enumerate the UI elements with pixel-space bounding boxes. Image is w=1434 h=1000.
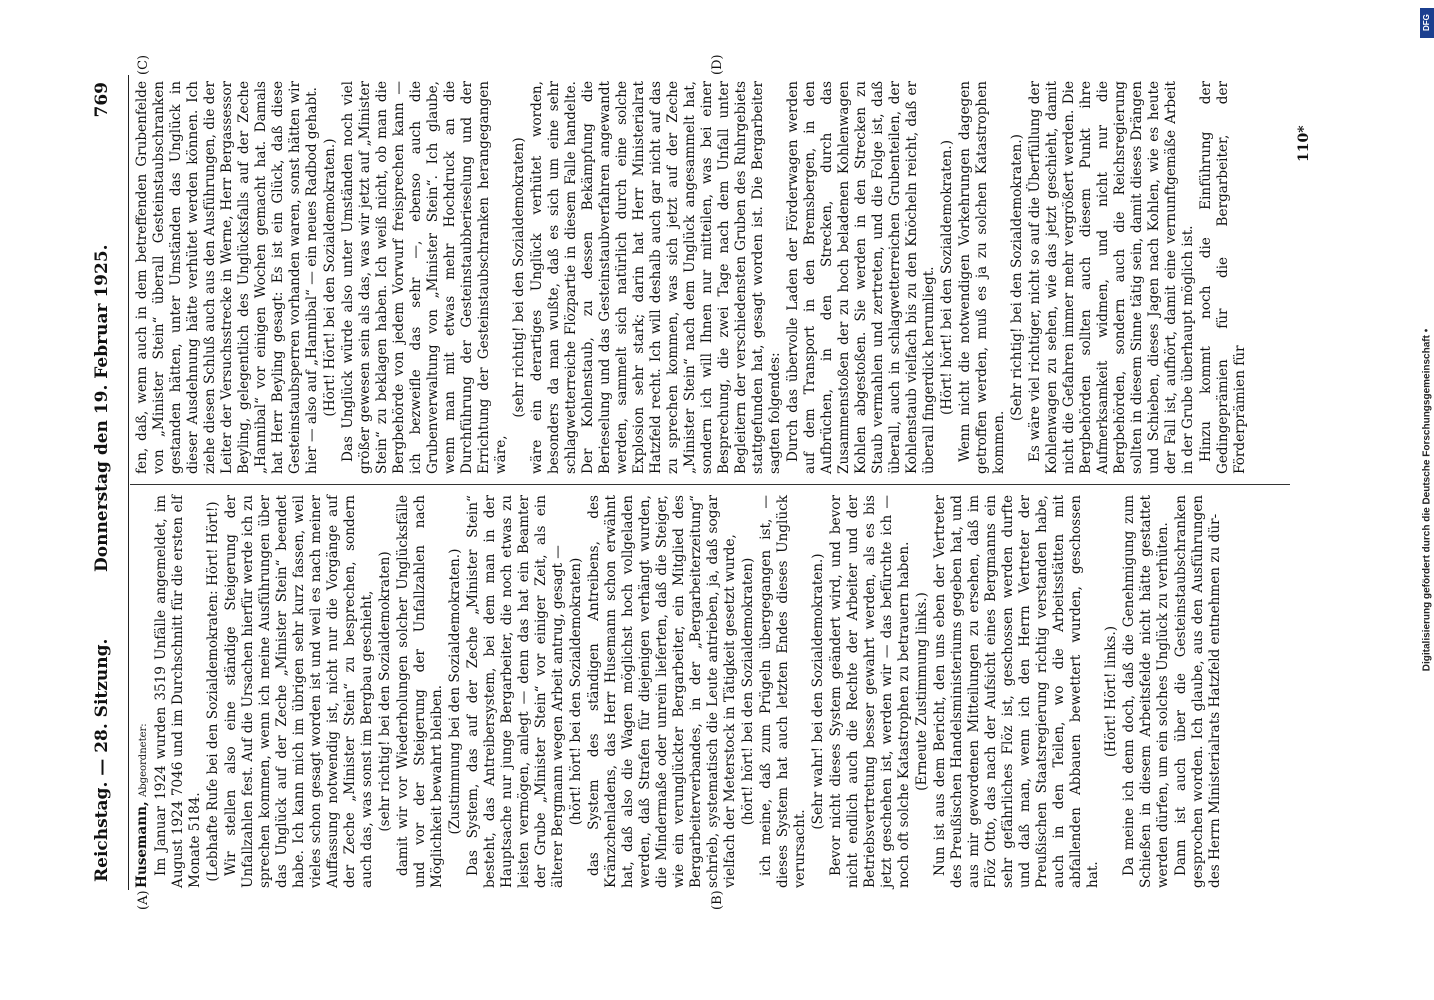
speaker-role: Abgeordneter: — [138, 723, 149, 797]
paragraph: Wenn nicht die notwendigen Vorkehrungen dagegen getroffen werden, muß es ja zu solchen Katastrophen kommen. — [957, 81, 1007, 474]
right-column — [134, 81, 1250, 474]
paragraph: wäre ein derartiges Unglück verhütet worden, besonders da man wußte, daß es sich um eine sehr schlagwetterreiche Flözpartie in diesem Falle handelte. Der Kohlenstaub, zu dessen Bekämpfung die Berieselung und das Gesteinstaubverfahren angewandt werden, sammelt sich natürlich durch eine solche Explosion sehr stark; darin hat Herr Ministerialrat Hatzfeld recht. Ich will deshalb auch gar nicht auf das zu sprechen kommen, was sich jetzt auf der Zeche „Minister Stein“ nach dem Unglück angesammelt hat, sondern ich will Ihnen nur mitteilen, was bei einer Besprechung, die zwei Tage nach dem Unfall unter Begleitern der verschiedensten Gruben des Ruhrgebiets stattgefunden hat, gesagt worden ist. Die Bergarbeiter sagten folgendes: — [529, 81, 783, 474]
header-date: Donnerstag den 19. Februar 1925. — [92, 244, 112, 572]
paragraph: Durch das übervolle Laden der Förderwagen werden auf dem Transport in den Bremsbergen, in den Aufbrüchen, in den Strecken, durch das Zusammenstoßen der zu hoch beladenen Kohlenwagen Kohlen abgestoßen. Sie werden in den Strecken zu Staub vermahlen und zertreten, und die Folge ist, daß überall, auch in schlagwetterreichen Grubenteilen, der Kohlenstaub vielfach bis zu den Knöcheln reicht, daß er überall fingerdick herumliegt. — [785, 81, 937, 474]
interjection: (Sehr richtig! bei den Sozialdemokraten.) — [1009, 134, 1025, 421]
paragraph: Das Unglück würde also unter Umständen noch viel größer gewesen sein als das, was wir jetzt auf „Minister Stein“ zu beklagen haben. Ich weiß nicht, ob man die Bergbehörde von jedem Vorwurf freisprechen kann — ich bezweifle das sehr —, ebenso auch die Grubenverwaltung von „Minister Stein“. Ich glaube, wenn man mit etwas mehr Hochdruck an die Durchführung der Gesteinstaubberieselung und der Errichtung der Gesteinstaubschranken herangegangen wäre, — [340, 81, 509, 474]
interjection: (Lebhafte Rufe bei den Sozialdemokraten: Hört! Hört!) — [205, 501, 221, 882]
paragraph: Hinzu kommt noch die Einführung der Gedingeprämien für die Bergarbeiter, der Förderprämien für — [1198, 81, 1248, 474]
interjection: (hört! hört! bei den Sozialdemokraten) — [740, 557, 756, 826]
interjection: (Hört! Hört! bei den Sozialdemokraten.) — [322, 138, 338, 417]
paragraph: Wir stellen also eine ständige Steigerung der Unfallzahlen fest. Auf die Ursachen hierfür werde ich zu sprechen kommen, wenn ich meine Ausführungen über das Unglück auf der Zeche „Minister Stein“ beendet habe. Ich kann mich im übrigen sehr kurz fassen, weil vieles schon gesagt worden ist und weil es nach meiner Auffassung notwendig ist, nicht nur die Vorgänge auf der Zeche „Minister Stein“ zu besprechen, sondern auch das, was sonst im Bergbau geschieht, — [223, 495, 375, 888]
sidebar-credit — [1418, 8, 1434, 992]
paragraph: Das System, das auf der Zeche „Minister Stein“ besteht, das Antreibersystem, bei dem man in der Hauptsache nur junge Bergarbeiter, die noch etwas zu leisten vermögen, anlegt — denn das hat ein Beamter der Grube „Minister Stein“ vor einiger Zeit, als ein älterer Bergmann wegen Arbeit antrug, gesagt — — [465, 495, 566, 888]
interjection: (Sehr wahr! bei den Sozialdemokraten.) — [810, 553, 826, 830]
running-header — [92, 82, 126, 882]
paragraph: das System des ständigen Antreibens, des Kränzchenladens, das Herr Husemann schon erwähnt hat, daß also die Wagen möglichst hoch vollgeladen werden, daß Strafen für diejenigen verhängt wurden, die Mindermaße oder unrein lieferten, daß die Steiger, wie ein verunglückter Bergarbeiter, ein Mitglied des Bergarbeiterverbandes, in der „Bergarbeiterzeitung“ schrieb, systematisch die Leute antrieben, ja, daß sogar vielfach der Meterstock in Tätigkeit gesetzt wurde, — [586, 495, 738, 888]
interjection: (hört! hört! bei den Sozialdemokraten) — [568, 557, 584, 826]
header-rule — [128, 75, 129, 890]
page-number: 769 — [92, 82, 112, 118]
paragraph: ich meine, daß zum Prügeln übergegangen ist, — dieses System hat auch letzten Endes dieses Unglück verursacht. — [758, 495, 808, 888]
interjection: (Erneute Zustimmung links.) — [914, 592, 930, 791]
funding-credit: Digitalisierung gefördert durch die Deutsche Forschungsgemeinschaft • — [1421, 328, 1433, 672]
paragraph: Im Januar 1924 wurden 3519 Unfälle angemeldet, im August 1924 7046 und im Durchschnitt für die ersten elf Monate 5184. — [153, 495, 203, 888]
speaker-name: Husemann, — [134, 801, 150, 888]
interjection: (Zustimmung bei den Sozialdemokraten.) — [447, 548, 463, 835]
paragraph: Es wäre viel richtiger, nicht so auf die Überfüllung der Kohlenwagen zu sehen, wie das jetzt geschieht, damit nicht die Gefahren immer mehr vergrößert werden. Die Bergbehörden sollten auch diesem Punkt ihre Aufmerksamkeit widmen, und nicht nur die Bergbehörden, sondern auch die Reichsregierung sollten in diesem Sinne tätig sein, damit dieses Drängen und Schieben, dieses Jagen nach Kohlen, wie es heute der Fall ist, aufhört, damit eine vernunftgemäße Arbeit in der Grube überhaupt möglich ist. — [1027, 81, 1196, 474]
paragraph: Dann ist auch über die Gesteinstaubschranken gesprochen worden. Ich glaube, aus den Ausführungen des Herrn Ministerialrats Hatzfeld entnehmen zu dür- — [1173, 495, 1223, 888]
speaker-line — [134, 495, 152, 888]
interjection: (Hört! hört! bei den Sozialdemokraten.) — [939, 140, 955, 416]
paragraph: damit wir vor Wiederholungen solcher Unglücksfälle und vor der Steigerung der Unfallzahlen nach Möglichkeit bewahrt bleiben. — [395, 495, 445, 888]
margin-marker-d: (D) — [710, 54, 725, 75]
margin-marker-b: (B) — [710, 890, 725, 910]
dfg-logo-icon: DFG — [1420, 8, 1434, 38]
paragraph: fen, daß, wenn auch in dem betreffenden Grubenfelde von „Minister Stein“ überall Gesteinstaubschranken gestanden hätten, unter Umständen das Unglück in dieser Ausdehnung hätte verhütet werden können. Ich ziehe diesen Schluß auch aus den Ausführungen, die der Leiter der Versuchsstrecke in Werne, Herr Bergassessor Beyling, gelegentlich des Unglücksfalls auf der Zeche „Hannibal“ vor einigen Wochen gemacht hat. Damals hat Herr Beyling gesagt: Es ist ein Glück, daß diese Gesteinstaubsperren vorhanden waren, sonst hätten wir hier — also auf „Hannibal“ — ein neues Radbod gehabt. — [134, 81, 320, 474]
left-column — [134, 495, 1225, 888]
column-divider — [130, 484, 1290, 485]
interjection: (sehr richtig! bei den Sozialdemokraten) — [511, 137, 527, 418]
signature-mark: 110* — [1296, 125, 1312, 162]
interjection: (sehr richtig! bei den Sozialdemokraten) — [377, 551, 393, 832]
paragraph: Bevor nicht dieses System geändert wird, und bevor nicht endlich auch die Rechte der Arbeiter und der Betriebsvertretung besser gewahrt werden, als es bis jetzt geschehen ist, werden wir — das befürchte ich — noch oft solche Katastrophen zu betrauern haben. — [828, 495, 912, 888]
margin-marker-a: (A) — [136, 890, 151, 910]
paragraph: Nun ist aus dem Bericht, den uns eben der Vertreter des Preußischen Handelsministeriums gegeben hat, und aus mir gewordenen Mitteilungen zu ersehen, daß im Flöz Otto, das nach der Aufsicht eines Bergmanns ein sehr gefährliches Flöz ist, geschossen werden durfte und daß man, wenn ich den Herrn Vertreter der Preußischen Staatsregierung richtig verstanden habe, auch in den Teilen, wo die Arbeitsstätten mit abfallenden Abbauen bewettert wurden, geschossen hat. — [932, 495, 1101, 888]
margin-marker-c: (C) — [136, 54, 151, 75]
interjection: (Hört! Hört! links.) — [1103, 625, 1119, 758]
paragraph: Da meine ich denn doch, daß die Genehmigung zum Schießen in diesem Arbeitsfelde nicht hätte gestattet werden dürfen, um ein solches Unglück zu verhüten. — [1121, 495, 1171, 888]
header-left: Reichstag. — 28. Sitzung. — [92, 638, 112, 882]
